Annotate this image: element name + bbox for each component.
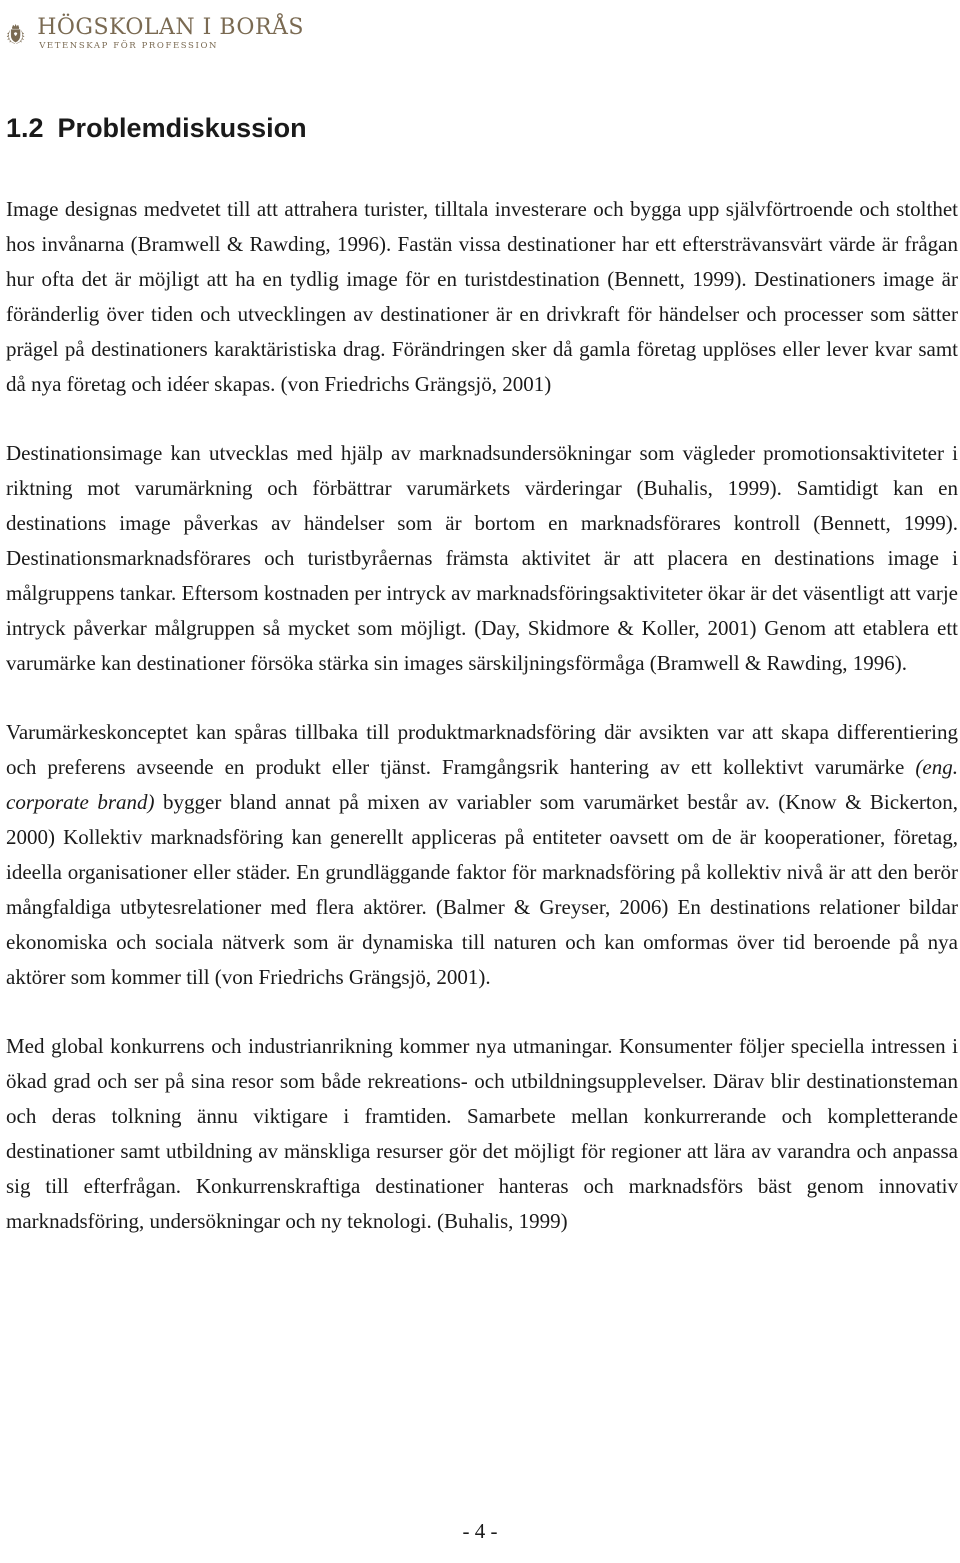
paragraph — [6, 436, 958, 681]
university-seal-icon — [4, 2, 27, 66]
section-title: Problemdiskussion — [57, 113, 307, 143]
logo-name: HÖGSKOLAN I BORÅS — [37, 15, 304, 40]
paragraph — [6, 1029, 958, 1239]
section-number: 1.2 — [6, 113, 44, 143]
body-text — [6, 192, 958, 1273]
paragraph-text: Med global konkurrens och industrianrikning kommer nya utmaningar. Konsumenter följer speciella intressen i ökad grad och ser på sina resor som både rekreations- och utbildningsupplevelser. Därav blir destinationsteman och deras tolkning ännu viktigare i framtiden. Samarbete mellan konkurrerande och kompletterande destinationer samt utbildning av mänskliga resurser gör det möjligt för regioner att lära av varandra och anpassa sig till efterfrågan. Konkurrenskraftiga destinationer hanteras och marknadsförs bäst genom innovativ marknadsföring, undersökningar och ny teknologi. (Buhalis, 1999) — [6, 1034, 958, 1233]
section-heading — [6, 108, 307, 148]
paragraph — [6, 715, 958, 995]
logo-text — [37, 16, 304, 52]
paragraph — [6, 192, 958, 402]
paragraph-text: Destinationsimage kan utvecklas med hjälp av marknadsundersökningar som vägleder promotionsaktiviteter i riktning mot varumärkning och förbättrar varumärkets värderingar (Buhalis, 1999). Samtidigt kan en destinations image påverkas av händelser som är bortom en marknadsförares kontroll (Bennett, 1999). Destinationsmarknadsförares och turistbyråernas främsta aktivitet är att placera en destinations image i målgruppens tankar. Eftersom kostnaden per intryck av marknadsföringsaktiviteter ökar är det väsentligt att varje intryck påverkar målgruppen så mycket som möjligt. (Day, Skidmore & Koller, 2001) Genom att etablera ett varumärke kan destinationer försöka stärka sin images särskiljningsförmåga (Bramwell & Rawding, 1996). — [6, 441, 958, 675]
paragraph-italic-term: (eng. corporate brand) — [6, 755, 958, 814]
paragraph-text: bygger bland annat på mixen av variabler som varumärket består av. (Know & Bickerton, 2000) Kollektiv marknadsföring kan generellt appliceras på entiteter oavsett om de är kooperationer, företag, ideella organisationer eller städer. En grundläggande faktor för marknadsföring på kollektiv nivå är att den berör mångfaldiga utbytesrelationer med flera aktörer. (Balmer & Greyser, 2006) En destinations relationer bildar ekonomiska och sociala nätverk som är dynamiska till naturen och kan omformas över tid beroende på nya aktörer som kommer till (von Friedrichs Grängsjö, 2001). — [6, 790, 958, 989]
paragraph-text: Image designas medvetet till att attrahera turister, tilltala investerare och bygga upp självförtroende och stolthet hos invånarna (Bramwell & Rawding, 1996). Fastän vissa destinationer har ett eftersträvansvärt värde är frågan hur ofta det är möjligt att ha en tydlig image för en turistdestination (Bennett, 1999). Destinationers image är föränderlig över tiden och utvecklingen av destinationer är en drivkraft för händelser och processer som sätter prägel på destinationers karaktäristiska drag. Förändringen sker då gamla företag upplöses eller lever kvar samt då nya företag och idéer skapas. (von Friedrichs Grängsjö, 2001) — [6, 197, 958, 396]
page-number: - 4 - — [462, 1519, 498, 1543]
paragraph-text: Varumärkeskonceptet kan spåras tillbaka till produktmarknadsföring där avsikten var att skapa differentiering och preferens avseende en produkt eller tjänst. Framgångsrik hantering av ett kollektivt varumärke — [6, 720, 958, 779]
logo-motto: VETENSKAP FÖR PROFESSION — [39, 41, 219, 51]
university-logo — [4, 2, 304, 66]
